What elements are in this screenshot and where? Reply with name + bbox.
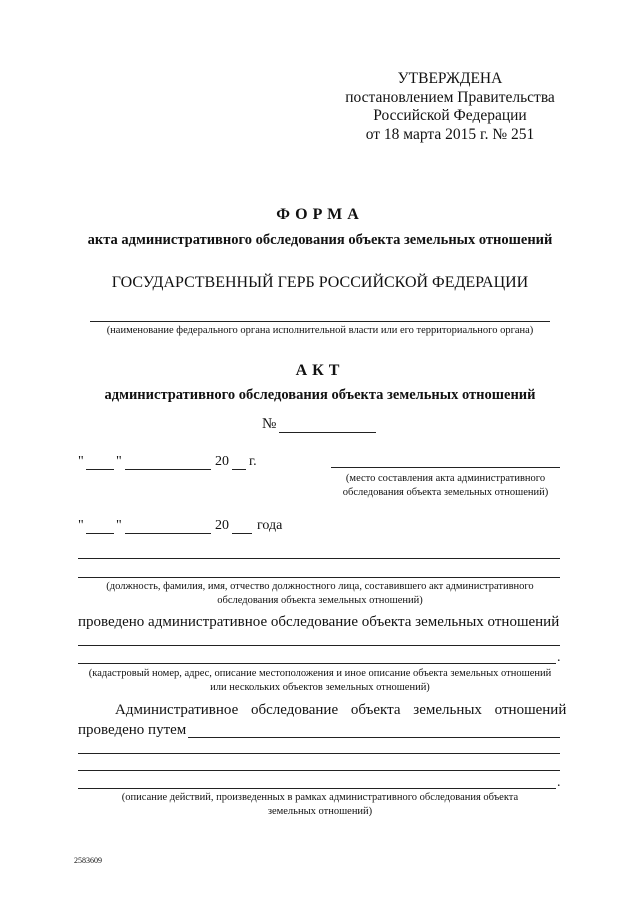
- number-field[interactable]: [279, 432, 376, 433]
- year-suffix: г.: [249, 454, 257, 469]
- day2-field[interactable]: [86, 533, 114, 534]
- object-line-1[interactable]: [78, 645, 560, 646]
- method-line-1: Административное обследование объекта земельных отношений: [115, 702, 567, 718]
- method-field-3[interactable]: [78, 770, 560, 771]
- date2-quote-close: ": [116, 518, 122, 533]
- official-caption: [60, 580, 580, 608]
- object-caption: [60, 667, 580, 695]
- year-prefix: 20: [215, 454, 229, 469]
- date-quote-open: ": [78, 454, 84, 469]
- day-field[interactable]: [86, 469, 114, 470]
- method-field-2[interactable]: [78, 753, 560, 754]
- place-field[interactable]: [331, 467, 560, 468]
- object-line-2[interactable]: [78, 663, 556, 664]
- act-title: АКТ: [295, 362, 345, 379]
- place-caption: [331, 472, 560, 500]
- official-line-1[interactable]: [78, 558, 560, 559]
- act-subtitle: административного обследования объекта земельных отношений: [104, 387, 536, 403]
- method-period: .: [557, 775, 561, 790]
- object-period: .: [557, 650, 561, 665]
- date2-quote-open: ": [78, 518, 84, 533]
- date-quote-close: ": [116, 454, 122, 469]
- actions-caption-line-1: (описание действий, произведенных в рамках административного обследования объекта: [121, 792, 519, 803]
- object-caption-line-1: (кадастровый номер, адрес, описание местоположения и иное описание объекта земельных отношений: [88, 668, 552, 679]
- approval-block: [330, 70, 570, 144]
- year-field[interactable]: [232, 469, 246, 470]
- method-field-1[interactable]: [188, 737, 560, 738]
- year2-field[interactable]: [232, 533, 252, 534]
- approval-line-4: от 18 марта 2015 г. № 251: [365, 125, 535, 143]
- month-field[interactable]: [125, 469, 211, 470]
- approval-line-1: УТВЕРЖДЕНА: [397, 70, 503, 87]
- actions-caption-line-2: земельных отношений): [267, 806, 373, 818]
- official-caption-line-1: (должность, фамилия, имя, отчество должностного лица, составившего акт административного: [106, 581, 534, 592]
- method-field-4[interactable]: [78, 788, 556, 789]
- emblem-placeholder: ГОСУДАРСТВЕННЫЙ ГЕРБ РОССИЙСКОЙ ФЕДЕРАЦИИ: [111, 274, 529, 291]
- form-subtitle: акта административного обследования объекта земельных отношений: [87, 232, 553, 248]
- year2-suffix: года: [257, 518, 283, 533]
- footer-code: 2583609: [74, 856, 102, 865]
- place-caption-line-1: (место составления акта административного: [345, 473, 546, 484]
- year2-prefix: 20: [215, 518, 229, 533]
- official-caption-line-2: обследования объекта земельных отношений): [217, 595, 423, 607]
- place-caption-line-2: обследования объекта земельных отношений): [342, 487, 549, 499]
- approval-line-2: постановлением Правительства: [345, 88, 555, 106]
- official-line-2[interactable]: [78, 577, 560, 578]
- method-line-2: проведено путем: [78, 722, 187, 738]
- actions-caption: [60, 791, 580, 819]
- conducted-text: проведено административное обследование объекта земельных отношений: [78, 614, 560, 630]
- agency-caption: (наименование федерального органа исполнительной власти или его территориального органа): [106, 325, 534, 336]
- month2-field[interactable]: [125, 533, 211, 534]
- object-caption-line-2: или нескольких объектов земельных отношений): [210, 682, 430, 694]
- approval-line-3: Российской Федерации: [373, 107, 527, 125]
- form-title: ФОРМА: [276, 206, 364, 223]
- number-sign: №: [262, 416, 277, 432]
- agency-name-line[interactable]: [90, 321, 550, 322]
